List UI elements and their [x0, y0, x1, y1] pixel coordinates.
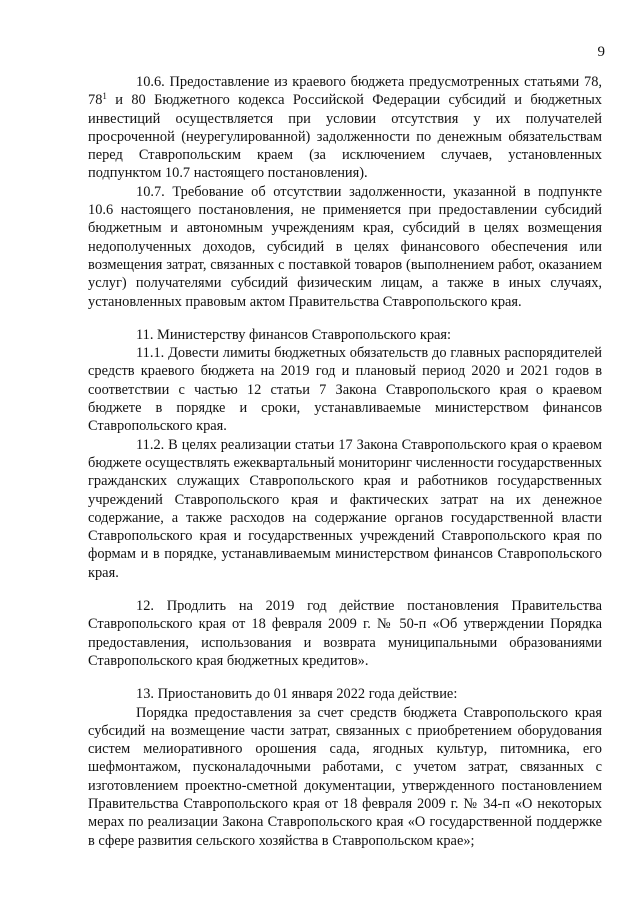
paragraph-13-item: Порядка предоставления за счет средств бюджета Ставропольского края субсидий на возмещение части затрат, связанных с приобретением оборудования систем мелиоративного орошения сада, ягодных культур, питомника, его шефмонтажом, пусконаладочными работами, с учетом затрат, связанных с изготовлением проектно-сметной документации, утвержденного постановлением Правительства Ставропольского края от 18 февраля 2009 г. № 34-п «О некоторых мерах по реализации Закона Ставропольского края «О государственной поддержке в сфере развития сельского хозяйства в Ставропольском крае»; — [88, 704, 602, 849]
paragraph-13: 13. Приостановить до 01 января 2022 года действие: — [136, 686, 458, 703]
paragraph-10-6 — [88, 73, 602, 183]
paragraph-10-7: 10.7. Требование об отсутствии задолженности, указанной в подпункте 10.6 настоящего постановления, не применяется при предоставлении субсидий бюджетным и автономным учреждениям края, субсидий в целях возмещения недополученных доходов, субсидий в целях финансового обеспечения или возмещения затрат, связанных с поставкой товаров (выполнением работ, оказанием услуг) получателями субсидий физическим лицам, а также в иных случаях, установленных правовым актом Правительства Ставропольского края. — [88, 183, 602, 310]
paragraph-10-6-text-end: и 80 Бюджетного кодекса Российской Федерации субсидий и бюджетных инвестиций осуществляется при условии отсутствия у их получателей просроченной (неурегулированной) задолженности по денежным обязательствам перед Ставропольским краем (за исключением случаев, установленных подпунктом 10.7 настоящего постановления). — [88, 92, 602, 182]
paragraph-11-2: 11.2. В целях реализации статьи 17 Закона Ставропольского края о краевом бюджете осуществлять ежеквартальный мониторинг численности государственных гражданских служащих Ставропольского края и работников государственных учреждений Ставропольского края и фактических затрат на их денежное содержание, а также расходов на содержание органов государственной власти Ставропольского края и государственных учреждений Ставропольского края по формам и в порядке, устанавливаемым министерством финансов Ставропольского края. — [88, 436, 602, 581]
document-body — [88, 73, 602, 850]
paragraph-10-6-text-start: 10.6. Предоставление из краевого бюджета предусмотренных статьями 78, 78 — [88, 74, 602, 109]
article-superscript: 1 — [102, 91, 107, 102]
paragraph-11: 11. Министерству финансов Ставропольского края: — [136, 326, 452, 343]
page-number: 9 — [597, 44, 605, 60]
paragraph-12: 12. Продлить на 2019 год действие постановления Правительства Ставропольского края от 18 февраля 2009 г. № 50-п «Об утверждении Порядка предоставления, использования и возврата муниципальными образованиями Ставропольского края бюджетных кредитов». — [88, 598, 602, 669]
paragraph-11-1: 11.1. Довести лимиты бюджетных обязательств до главных распорядителей средств краевого бюджета на 2019 год и плановый период 2020 и 2021 годов в соответствии с частью 12 статьи 7 Закона Ставропольского края о краевом бюджете в порядке и сроки, устанавливаемые министерством финансов Ставропольского края. — [88, 345, 602, 435]
